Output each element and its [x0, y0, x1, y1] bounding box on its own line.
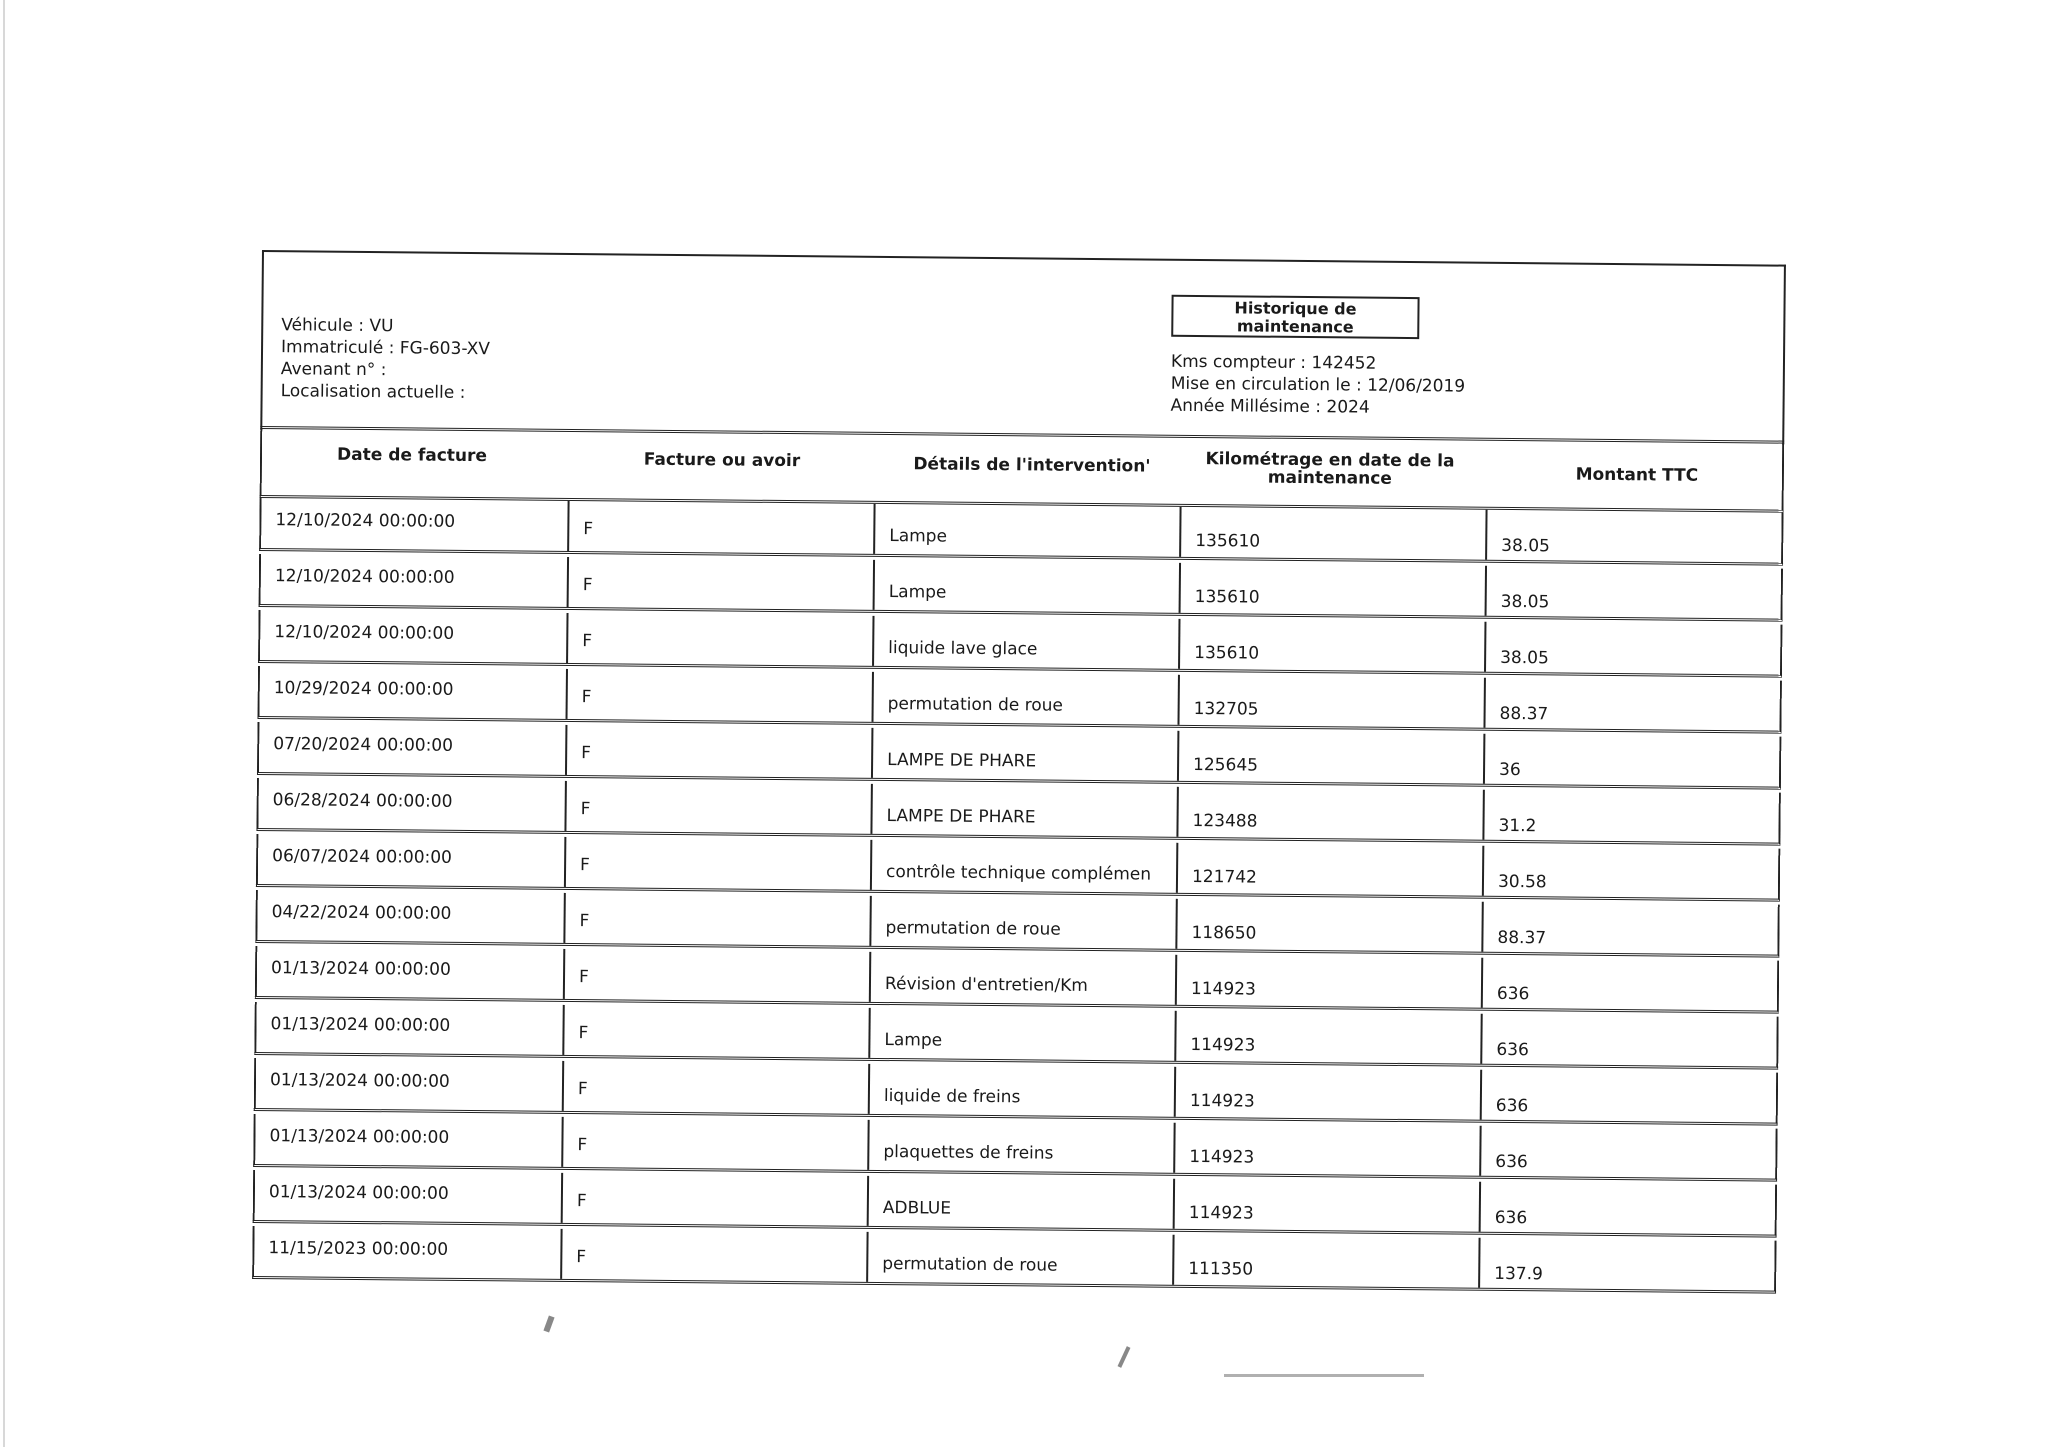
cell-date: 06/28/2024 00:00:00: [272, 790, 453, 812]
cell-details: Lampe: [873, 560, 1179, 613]
cell-details: permutation de roue: [869, 896, 1175, 949]
cell-type: F: [561, 1117, 867, 1170]
cell-details: permutation de roue: [866, 1232, 1172, 1285]
cell-date: 10/29/2024 00:00:00: [273, 678, 454, 700]
cell-mileage: 114923: [1174, 1067, 1480, 1120]
cell-amount: 38.05: [1484, 622, 1782, 675]
cell-amount: 88.37: [1483, 678, 1781, 731]
cell-type: F: [566, 669, 872, 722]
cell-amount: 137.9: [1478, 1238, 1776, 1291]
cell-date: 01/13/2024 00:00:00: [268, 1182, 449, 1204]
cell-type: F: [562, 1005, 868, 1058]
page-title-line1: Historique de: [1234, 298, 1357, 319]
cell-mileage: 123488: [1176, 787, 1482, 840]
cell-type: F: [565, 725, 871, 778]
cell-mileage: 114923: [1173, 1123, 1479, 1176]
cell-date: 11/15/2023 00:00:00: [268, 1238, 449, 1260]
page-title: [1171, 295, 1419, 339]
cell-type: F: [560, 1229, 866, 1282]
cell-mileage: 114923: [1173, 1179, 1479, 1232]
column-header-date: Date de facture: [337, 444, 488, 467]
cell-date: 12/10/2024 00:00:00: [275, 510, 456, 532]
cell-amount: 38.05: [1485, 510, 1783, 563]
header-box: [260, 250, 1786, 445]
cell-date: 07/20/2024 00:00:00: [273, 734, 454, 756]
cell-details: ADBLUE: [867, 1176, 1173, 1229]
column-header-details: Détails de l'intervention': [913, 454, 1151, 477]
scan-mark: [1224, 1374, 1424, 1377]
cell-date: 06/07/2024 00:00:00: [272, 846, 453, 868]
cell-date: 12/10/2024 00:00:00: [274, 566, 455, 588]
table-body: [252, 498, 1783, 1294]
cell-mileage: 111350: [1172, 1235, 1478, 1288]
model-year: Année Millésime : 2024: [1170, 395, 1370, 418]
vehicle-registration: Immatriculé : FG-603-XV: [280, 337, 491, 360]
column-header-type: Facture ou avoir: [643, 449, 801, 472]
scan-mark: [543, 1315, 554, 1332]
column-header-mileage-line2: maintenance: [1267, 467, 1392, 489]
cell-amount: 636: [1480, 1070, 1778, 1123]
counter-info: [1170, 351, 1465, 420]
cell-type: F: [566, 613, 872, 666]
cell-mileage: 125645: [1177, 731, 1483, 784]
cell-mileage: 135610: [1179, 563, 1485, 616]
cell-details: liquide lave glace: [872, 616, 1178, 669]
cell-mileage: 114923: [1174, 1011, 1480, 1064]
vehicle-type: Véhicule : VU: [281, 315, 394, 337]
cell-details: Révision d'entretien/Km: [869, 952, 1175, 1005]
cell-amount: 30.58: [1482, 846, 1780, 899]
cell-mileage: 132705: [1177, 675, 1483, 728]
cell-details: Lampe: [868, 1008, 1174, 1061]
cell-type: F: [563, 893, 869, 946]
cell-amount: 38.05: [1485, 566, 1783, 619]
cell-amount: 636: [1481, 958, 1779, 1011]
vehicle-info: [281, 314, 491, 404]
cell-date: 01/13/2024 00:00:00: [269, 1126, 450, 1148]
cell-type: F: [562, 1061, 868, 1114]
cell-mileage: 135610: [1179, 507, 1485, 560]
cell-date: 01/13/2024 00:00:00: [270, 1014, 451, 1036]
cell-type: F: [564, 781, 870, 834]
cell-amount: 636: [1479, 1126, 1777, 1179]
cell-amount: 636: [1480, 1014, 1778, 1067]
cell-mileage: 135610: [1178, 619, 1484, 672]
current-location: Localisation actuelle :: [280, 381, 466, 403]
cell-amount: 636: [1479, 1182, 1777, 1235]
first-registration-date: Mise en circulation le : 12/06/2019: [1170, 373, 1466, 397]
column-header-mileage-line1: Kilométrage en date de la: [1205, 449, 1455, 472]
cell-mileage: 121742: [1176, 843, 1482, 896]
cell-type: F: [563, 949, 869, 1002]
cell-date: 01/13/2024 00:00:00: [271, 958, 451, 980]
cell-details: LAMPE DE PHARE: [870, 784, 1176, 837]
maintenance-sheet: [252, 250, 1786, 1305]
cell-details: plaquettes de freins: [867, 1120, 1173, 1173]
cell-details: contrôle technique complémen: [870, 840, 1176, 893]
cell-type: F: [561, 1173, 867, 1226]
cell-mileage: 114923: [1175, 955, 1481, 1008]
odometer-reading: Kms compteur : 142452: [1170, 351, 1377, 374]
cell-type: F: [567, 501, 873, 554]
cell-amount: 88.37: [1481, 902, 1779, 955]
cell-type: F: [567, 557, 873, 610]
cell-details: permutation de roue: [871, 672, 1177, 725]
cell-date: 04/22/2024 00:00:00: [271, 902, 452, 924]
cell-amount: 36: [1483, 734, 1781, 787]
cell-date: 12/10/2024 00:00:00: [274, 622, 455, 644]
column-header-amount: Montant TTC: [1575, 464, 1699, 486]
cell-amount: 31.2: [1482, 790, 1780, 843]
page-edge: [3, 0, 5, 1447]
column-header-mileage: [1180, 450, 1480, 489]
cell-date: 01/13/2024 00:00:00: [269, 1070, 450, 1092]
cell-details: liquide de freins: [868, 1064, 1174, 1117]
page-title-line2: maintenance: [1236, 316, 1354, 337]
table-row: [252, 1226, 1776, 1294]
cell-mileage: 118650: [1175, 899, 1481, 952]
cell-details: LAMPE DE PHARE: [871, 728, 1177, 781]
contract-amendment: Avenant n° :: [280, 359, 387, 381]
cell-details: Lampe: [873, 504, 1179, 557]
cell-type: F: [564, 837, 870, 890]
scan-mark: [1118, 1346, 1131, 1368]
